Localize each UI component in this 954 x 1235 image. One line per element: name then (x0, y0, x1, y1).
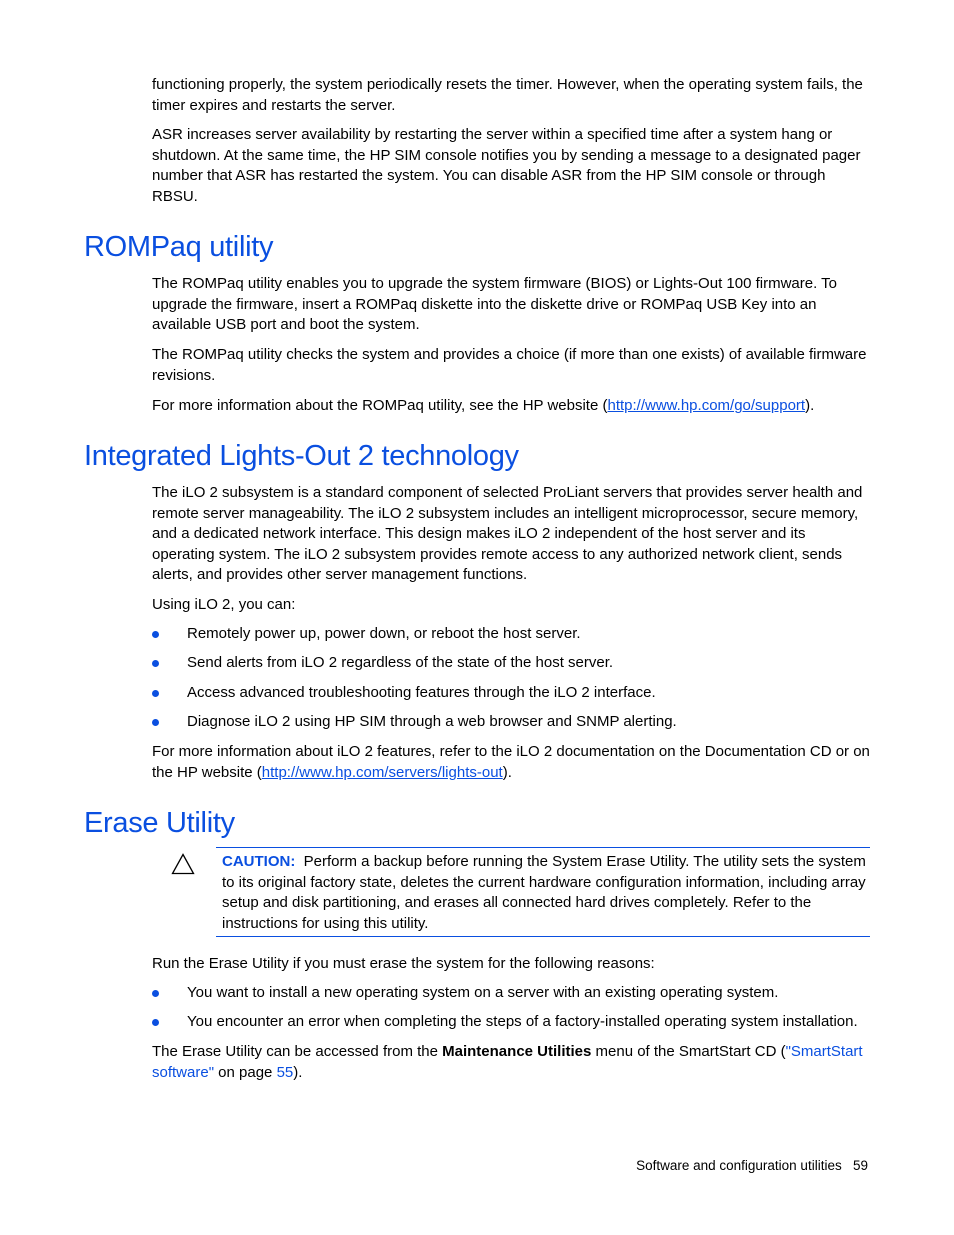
rompaq-paragraph-3 (152, 396, 870, 417)
caution-triangle-icon (171, 853, 195, 875)
erase-para2-before: The Erase Utility can be accessed from the (152, 1043, 443, 1060)
erase-paragraph-1: Run the Erase Utility if you must erase the system for the following reasons: (152, 955, 655, 972)
caution-label: CAUTION: (222, 853, 296, 870)
page-55-link[interactable]: 55 (276, 1063, 294, 1081)
page-footer (636, 1158, 868, 1173)
hp-support-link[interactable]: http://www.hp.com/go/support (607, 397, 806, 414)
rompaq-para3-before: For more information about the ROMPaq utility, see the HP website ( (152, 397, 608, 414)
bullet-icon (152, 660, 159, 667)
footer-page-number: 59 (852, 1158, 868, 1173)
ilo-paragraph-1: The iLO 2 subsystem is a standard component of selected ProLiant servers that provides server health and remote server manageability. The iLO 2 subsystem includes an intelligent microprocessor, secure memory, and a dedicated network interface. This design makes iLO 2 independent of the host server and its operating system. The iLO 2 subsystem provides remote access to any authorized network client, sends alerts, and provides other server management functions. (152, 484, 863, 583)
ilo-para3-after: ). (502, 763, 512, 781)
bullet-icon (152, 1019, 159, 1026)
bullet-icon (152, 990, 159, 997)
erase-paragraph-2 (152, 1042, 870, 1083)
intro-paragraph-2: ASR increases server availability by restarting the server within a specified time after a system hang or shutdown. At the same time, the HP SIM console notifies you by sending a message to a designated pager number that ASR has restarted the system. You can disable ASR from the HP SIM console or through RBSU. (152, 126, 861, 205)
erase-para2-mid: menu of the SmartStart CD ( (591, 1043, 786, 1060)
smartstart-software-link[interactable]: "SmartStart software" (152, 1043, 863, 1081)
hp-lights-out-link[interactable]: http://www.hp.com/servers/lights-out (261, 763, 503, 781)
erase-para2-after: ). (293, 1063, 303, 1081)
rompaq-para3-after: ). (805, 397, 815, 414)
rompaq-paragraph-2: The ROMPaq utility checks the system and provides a choice (if more than one exists) of available firmware revisions. (152, 346, 867, 384)
maintenance-utilities-label: Maintenance Utilities (442, 1043, 592, 1060)
ilo-paragraph-3 (152, 742, 870, 783)
caution-note (222, 852, 868, 934)
bullet-icon (152, 690, 159, 697)
intro-paragraph-1: functioning properly, the system periodically resets the timer. However, when the operating system fails, the timer expires and restarts the server. (152, 76, 863, 114)
erase-para2-on-page: on page (214, 1063, 277, 1081)
section-heading-rompaq: ROMPaq utility (84, 231, 274, 263)
caution-text: Perform a backup before running the System Erase Utility. The utility sets the system to its original factory state, deletes the current hardware configuration information, including array setup and disk partitioning, and erases all connected hard drives completely. Refer to the instructions for using this utility. (222, 853, 866, 932)
document-page: functioning properly, the system periodically resets the timer. However, when the operating system fails, the timer expires and restarts the server. ASR increases server availability by restarting the server within a specified time after a system hang or shutdown. At the same time, the HP SIM console notifies you by sending a message to a designated pager number that ASR has restarted the system. You can disable ASR from the HP SIM console or through RBSU. ROMPaq utility The ROMPaq utility enables you to upgrade the system firmware (BIOS) or Lights-Out 100 firmware. To upgrade the firmware, insert a ROMPaq diskette into the diskette drive or ROMPaq USB Key into an available USB port and boot the system. The ROMPaq utility checks the system and provides a choice (if more than one exists) of available firmware revisions. For more information about the ROMPaq utility, see the HP website (http://www.hp.com/go/support). Integrated Lights-Out 2 technology The iLO 2 subsystem is a standard component of selected ProLiant servers that provides server health and remote server manageability. The iLO 2 subsystem includes an intelligent microprocessor, secure memory, and a dedicated network interface. This design makes iLO 2 independent of the host server and its operating system. The iLO 2 subsystem provides remote access to any authorized network client, sends alerts, and provides other server management functions. Using iLO 2, you can: Remotely power up, power down, or reboot the host server. Send alerts from iLO 2 regardless of the state of the host server. Access advanced troubleshooting features through the iLO 2 interface. Diagnose iLO 2 using HP SIM through a web browser and SNMP alerting. For more information about iLO 2 features, refer to the iLO 2 documentation on the Documentation CD or on the HP website (http://www.hp.com/servers/lights-out). Erase Utility CAUTION: Perform a backup before running the System Erase Utility. The utility sets the system to its original factory state, deletes the current hardware configuration information, including array setup and disk partitioning, and erases all connected hard drives completely. Refer to the instructions for using this utility. Run the Erase Utility if you must erase the system for the following reasons: You want to install a new operating system on a server with an existing operating system. You encounter an error when completing the steps of a factory-installed operating system installation. The Erase Utility can be accessed from the Maintenance Utilities menu of the SmartStart CD ("SmartStart software" on page 55). Software and configuration utilities 59 (84, 76, 870, 1173)
ilo-paragraph-2: Using iLO 2, you can: (152, 596, 296, 613)
rompaq-paragraph-1: The ROMPaq utility enables you to upgrade the system firmware (BIOS) or Lights-Out 100 firmware. To upgrade the firmware, insert a ROMPaq diskette into the diskette drive or ROMPaq USB Key into an available USB port and boot the system. (152, 275, 838, 333)
section-heading-ilo: Integrated Lights-Out 2 technology (84, 440, 519, 472)
section-heading-erase: Erase Utility (84, 807, 235, 839)
ilo-para3-before: For more information about iLO 2 features, refer to the iLO 2 documentation on the Documentation CD or on the HP website ( (152, 743, 870, 781)
bullet-icon (152, 719, 159, 726)
bullet-icon (152, 631, 159, 638)
footer-section-title: Software and configuration utilities (636, 1158, 842, 1173)
